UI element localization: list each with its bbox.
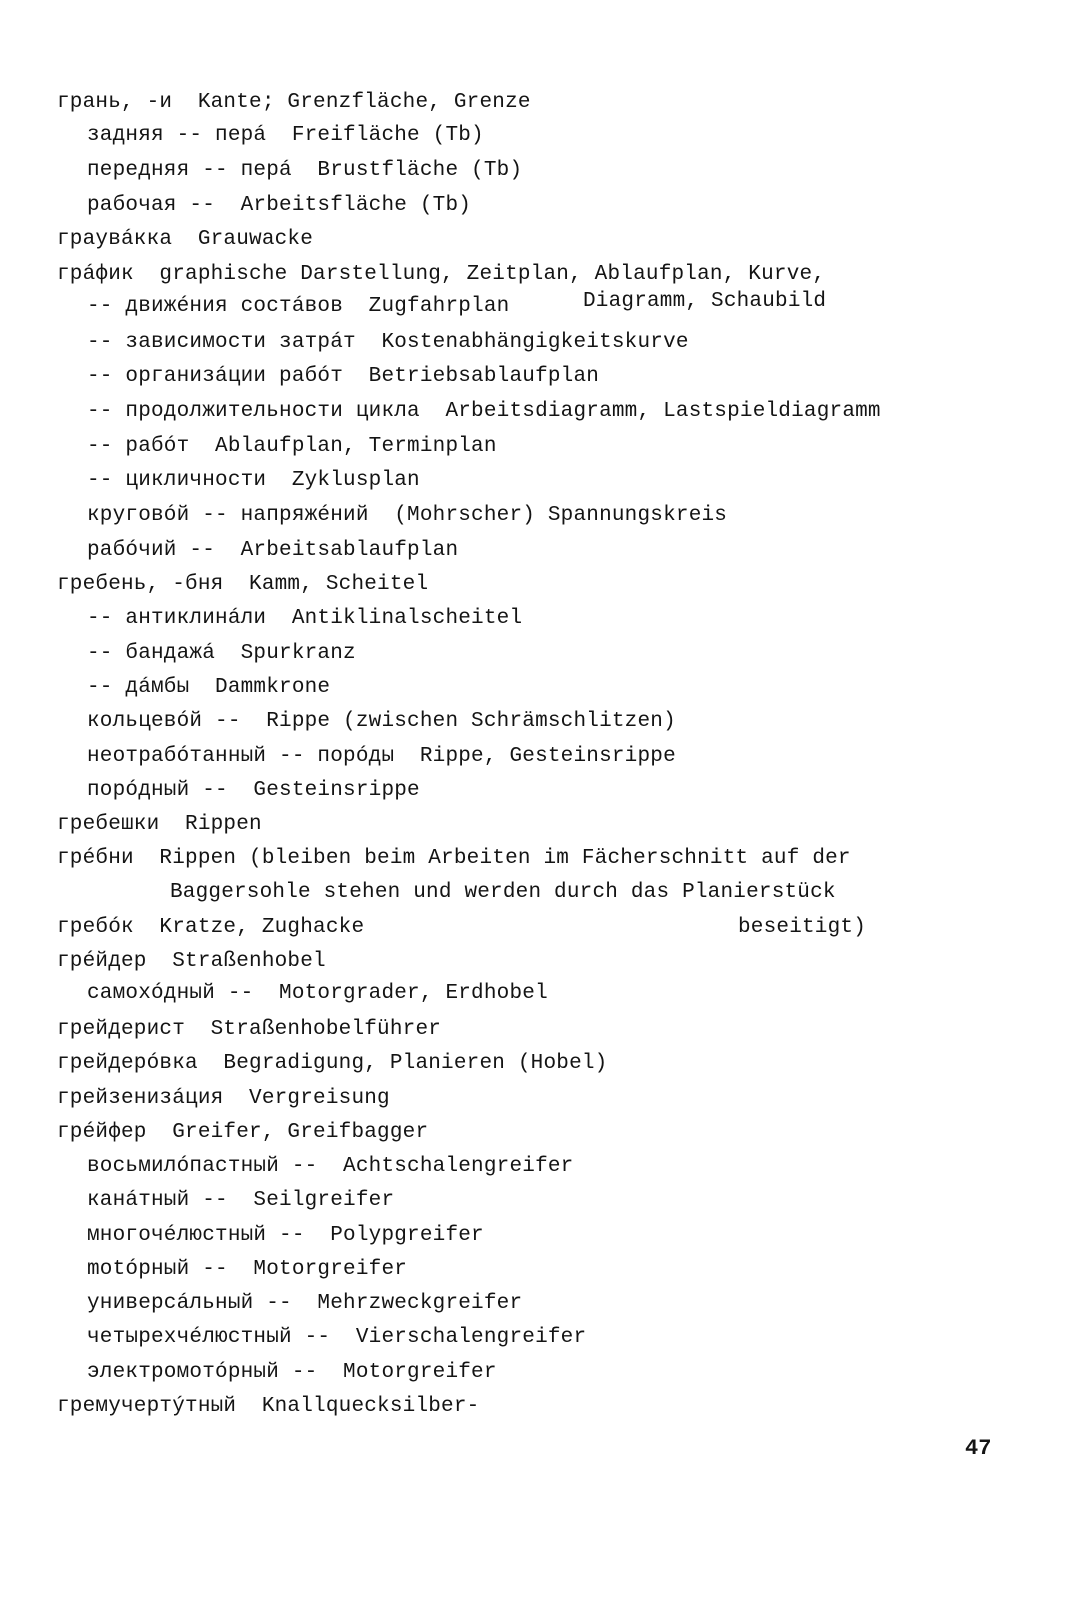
entry-line: круговóй -- напряжéний (Mohrscher) Spannungskreis (87, 504, 728, 527)
entry-line: гребень, -бня Kamm, Scheitel (57, 573, 429, 596)
entry-line: -- организáции рабóт Betriebsablaufplan (87, 365, 600, 388)
entry-line: грейзенизáция Vergreisung (57, 1087, 390, 1110)
entry-line: универсáльный -- Mehrzweckgreifer (87, 1292, 523, 1315)
entry-line: порóдный -- Gesteinsrippe (87, 779, 420, 802)
entry-line: гребешки Rippen (57, 813, 262, 836)
entry-line: рабочая -- Arbeitsfläche (Tb) (87, 194, 472, 217)
entry-line: motóрный -- Motorgreifer (87, 1258, 408, 1281)
entry-line: граувáкка Grauwacke (57, 228, 314, 251)
entry-line: грань, -и Kante; Grenzfläche, Grenze (57, 91, 531, 114)
entry-line: -- бандажá Spurkranz (87, 642, 356, 665)
entry-line: грéйдер Straßenhobel (57, 950, 326, 973)
entry-line: грéбни Rippen (bleiben beim Arbeiten im Fächerschnitt auf der (57, 847, 851, 870)
entry-line: гремучертýтный Knallquecksilber- (57, 1395, 480, 1418)
entry-line: Baggersohle stehen und werden durch das Planierstück (170, 881, 836, 904)
entry-line: самохóдный -- Motorgrader, Erdhobel (87, 982, 548, 1005)
entry-line: грéйфер Greifer, Greifbagger (57, 1121, 429, 1144)
page-number: 47 (965, 1436, 992, 1461)
entry-line: четырехчéлюстный -- Vierschalengreifer (87, 1326, 587, 1349)
entry-line: грейдерóвка Begradigung, Planieren (Hobel) (57, 1052, 608, 1075)
entry-line: -- зависимости затрáт Kostenabhängigkeitskurve (87, 331, 689, 354)
entry-line: Diagramm, Schaubild (583, 290, 827, 313)
entry-line: -- движéния состáвов Zugfahrplan (87, 295, 510, 318)
entry-line: -- антиклинáли Antiklinalscheitel (87, 607, 523, 630)
entry-line: канáтный -- Seilgreifer (87, 1189, 395, 1212)
entry-line: грейдерист Straßenhobelführer (57, 1018, 442, 1041)
entry-line: неотрабóтанный -- порóды Rippe, Gesteinsrippe (87, 745, 676, 768)
entry-line: рабóчий -- Arbeitsablaufplan (87, 539, 459, 562)
entry-line: многочéлюстный -- Polypgreifer (87, 1224, 484, 1247)
entry-line: гребóк Kratze, Zughacke (57, 916, 365, 939)
entry-line: -- рабóт Ablaufplan, Terminplan (87, 435, 497, 458)
entry-line: -- продолжительности цикла Arbeitsdiagramm, Lastspieldiagramm (87, 400, 881, 423)
entry-line: восьмилóпастный -- Achtschalengreifer (87, 1155, 574, 1178)
entry-line: передняя -- перá Brustfläche (Tb) (87, 159, 523, 182)
entry-line: -- цикличности Zyklusplan (87, 469, 420, 492)
entry-line: грáфик graphische Darstellung, Zeitplan, Ablaufplan, Kurve, (57, 263, 826, 286)
entry-line: -- дáмбы Dammkrone (87, 676, 331, 699)
entry-line: задняя -- перá Freifläche (Tb) (87, 124, 484, 147)
entry-line: кольцевóй -- Rippe (zwischen Schrämschlitzen) (87, 710, 676, 733)
entry-line: электромотóрный -- Motorgreifer (87, 1361, 497, 1384)
entry-line: beseitigt) (738, 916, 867, 939)
